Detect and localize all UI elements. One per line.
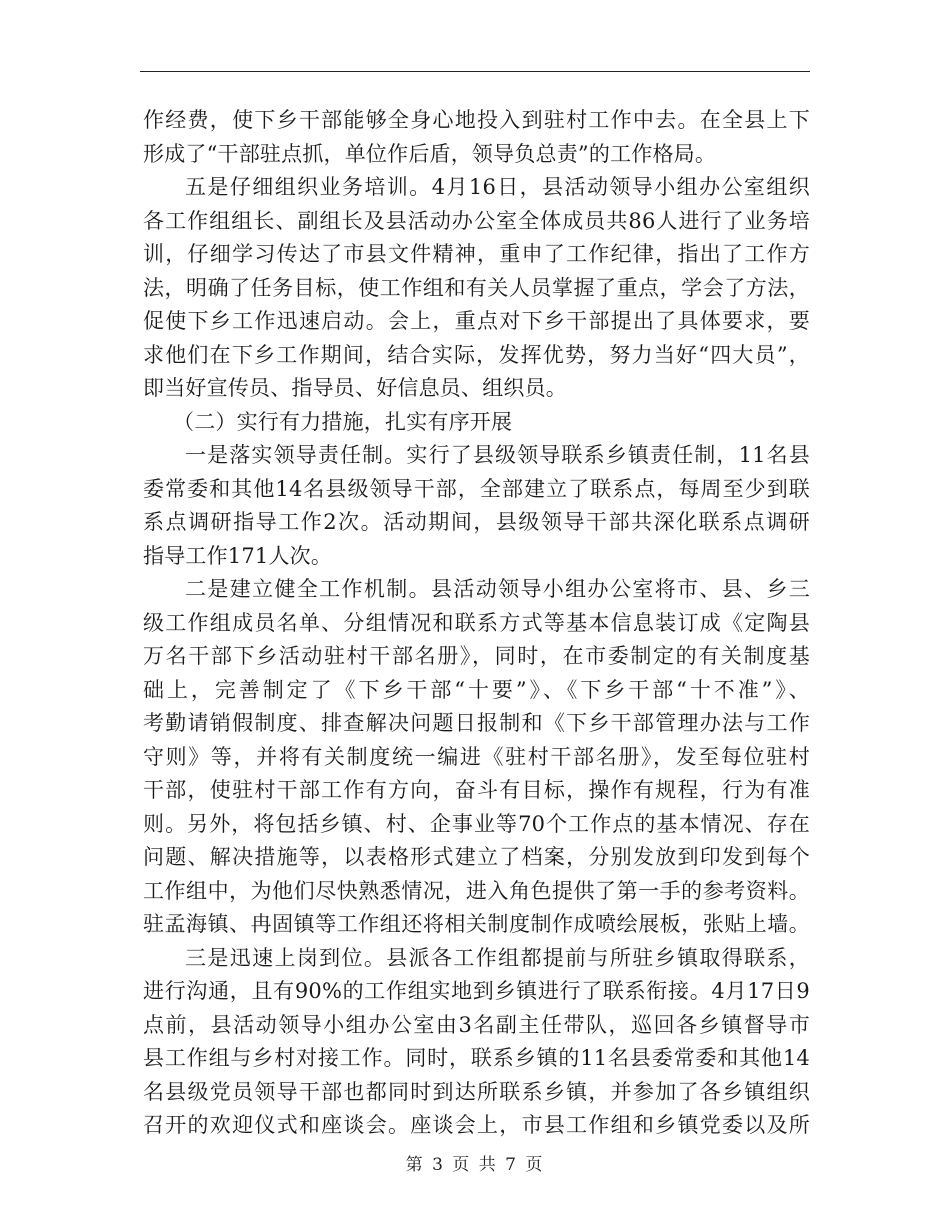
paragraph-line: 守则》等，并将有关制度统一编进《驻村干部名册》，发至每位驻村 — [143, 744, 810, 769]
paragraph-line: 进行沟通，且有90%的工作组实地到乡镇进行了联系衔接。4月17日9 — [143, 979, 810, 1003]
paragraph-line: 一是落实领导责任制。实行了县级领导联系乡镇责任制，11名县 — [185, 443, 810, 467]
paragraph-line: 工作组中，为他们尽快熟悉情况，进入角色提供了第一手的参考资料。 — [143, 878, 810, 903]
paragraph-line: 指导工作171人次。 — [143, 543, 333, 568]
paragraph-line: 作经费，使下乡干部能够全身心地投入到驻村工作中去。在全县上下 — [143, 108, 810, 132]
paragraph-line: 五是仔细组织业务培训。4月16日，县活动领导小组办公室组织 — [185, 175, 810, 199]
paragraph-line: 级工作组成员名单、分组情况和联系方式等基本信息装订成《定陶县 — [143, 610, 810, 635]
paragraph-line: 问题、解决措施等，以表格形式建立了档案，分别发放到印发到每个 — [143, 845, 810, 869]
paragraph-line: 考勤请销假制度、排查解决问题日报制和《下乡干部管理办法与工作 — [143, 711, 810, 735]
paragraph-line: 训，仔细学习传达了市县文件精神，重申了工作纪律，指出了工作方 — [143, 242, 810, 266]
paragraph-line: 驻孟海镇、冉固镇等工作组还将相关制度制作成喷绘展板，张贴上墙。 — [143, 912, 810, 936]
paragraph-line: 召开的欢迎仪式和座谈会。座谈会上，市县工作组和乡镇党委以及所 — [143, 1113, 810, 1137]
paragraph-line: 形成了“干部驻点抓，单位作后盾，领导负总责”的工作格局。 — [143, 141, 717, 166]
paragraph-line: 系点调研指导工作2次。活动期间，县级领导干部共深化联系点调研 — [143, 510, 810, 534]
paragraph-line: 促使下乡工作迅速启动。会上，重点对下乡干部提出了具体要求，要 — [143, 309, 810, 333]
body-text — [143, 104, 810, 1143]
paragraph-line: 即当好宣传员、指导员、好信息员、组织员。 — [143, 376, 567, 400]
paragraph-line: 则。另外，将包括乡镇、村、企事业等70个工作点的基本情况、存在 — [143, 811, 810, 836]
paragraph-line: 三是迅速上岗到位。县派各工作组都提前与所驻乡镇取得联系， — [185, 945, 810, 970]
paragraph-line: 县工作组与乡村对接工作。同时，联系乡镇的11名县委常委和其他14 — [143, 1046, 810, 1070]
paragraph-line: 法，明确了任务目标，使工作组和有关人员掌握了重点，学会了方法， — [143, 275, 810, 300]
paragraph-line: 点前，县活动领导小组办公室由3名副主任带队，巡回各乡镇督导市 — [143, 1012, 810, 1037]
paragraph-line: 名县级党员领导干部也都同时到达所联系乡镇，并参加了各乡镇组织 — [143, 1079, 810, 1104]
paragraph-line: 委常委和其他14名县级领导干部，全部建立了联系点，每周至少到联 — [143, 476, 810, 501]
paragraph-line: 万名干部下乡活动驻村干部名册》，同时，在市委制定的有关制度基 — [143, 644, 810, 668]
page-number-footer: 第 3 页 共 7 页 — [405, 1155, 545, 1175]
header-rule — [140, 71, 810, 72]
paragraph-line: 二是建立健全工作机制。县活动领导小组办公室将市、县、乡三 — [185, 577, 810, 601]
paragraph-line: 求他们在下乡工作期间，结合实际，发挥优势，努力当好“四大员”， — [143, 342, 810, 367]
paragraph-line: 各工作组组长、副组长及县活动办公室全体成员共86人进行了业务培 — [143, 208, 810, 233]
section-heading: （二）实行有力措施，扎实有序开展 — [173, 409, 513, 434]
paragraph-line: 干部，使驻村干部工作有方向，奋斗有目标，操作有规程，行为有准 — [143, 778, 810, 802]
paragraph-line: 础上，完善制定了《下乡干部“十要”》、《下乡干部“十不准”》、 — [143, 677, 810, 702]
